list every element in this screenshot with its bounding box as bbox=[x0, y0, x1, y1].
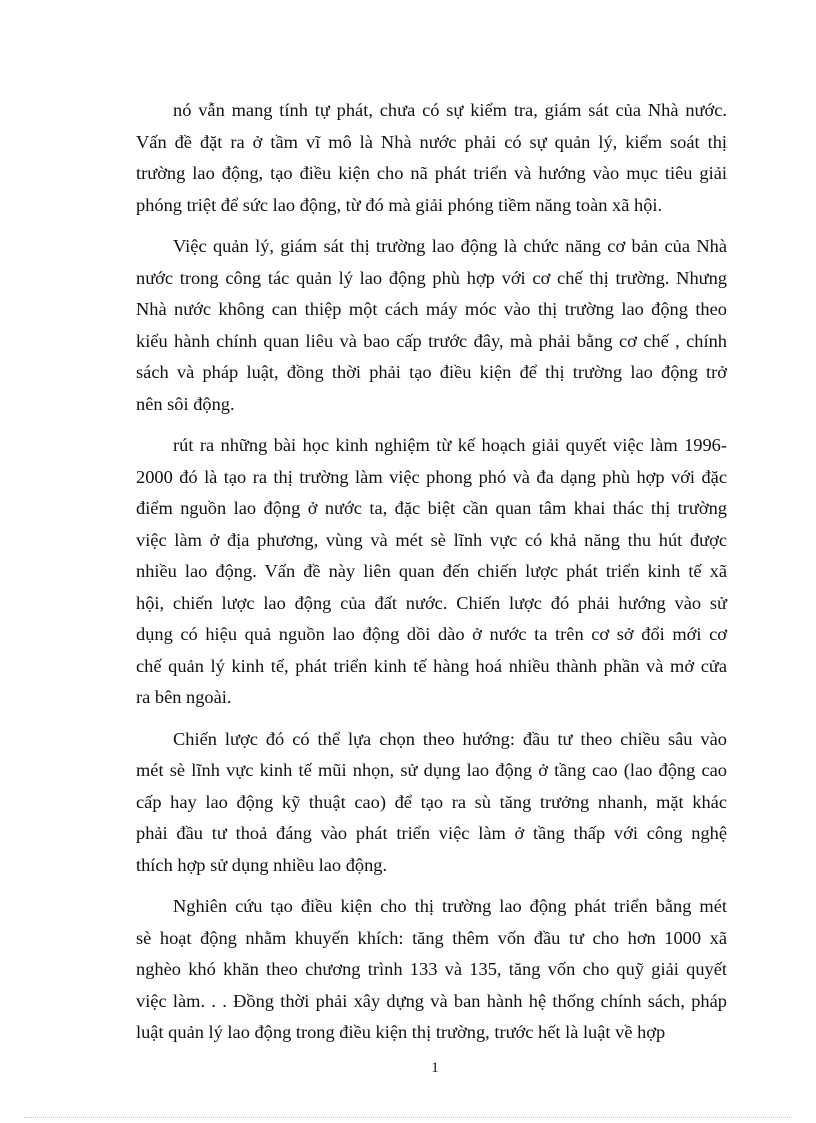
text-line: Việc quản lý, giám sát thị trường lao động là chức năng cơ bản của Nhà bbox=[173, 236, 727, 256]
text-line: dụng có hiệu quả nguồn lao động dồi dào ở nước ta trên cơ sở đổi mới cơ bbox=[136, 624, 727, 644]
paragraph-1 bbox=[136, 95, 727, 221]
text-line: luật quản lý lao động trong điều kiện thị trường, trước hết là luật về hợp bbox=[136, 1022, 666, 1042]
text-line: việc làm. . . Đồng thời phải xây dựng và ban hành hệ thống chính sách, pháp bbox=[136, 990, 727, 1011]
text-line: trường lao động, tạo điều kiện cho nã phát triển và hướng vào mục tiêu giải bbox=[136, 163, 727, 183]
page-number: 1 bbox=[431, 1060, 439, 1076]
text-line: Nhà nước không can thiệp một cách máy móc vào thị trường lao động theo bbox=[136, 299, 727, 319]
text-line: nên sôi động. bbox=[136, 393, 235, 414]
text-line: rút ra những bài học kinh nghiệm từ kế hoạch giải quyết việc làm 1996- bbox=[173, 435, 727, 455]
text-line: Chiến lược đó có thể lựa chọn theo hướng: đầu tư theo chiều sâu vào bbox=[173, 728, 727, 749]
text-line: mét sè lĩnh vực kinh tế mũi nhọn, sử dụng lao động ở tầng cao (lao động cao bbox=[136, 760, 727, 780]
text-line: điểm nguồn lao động ở nước ta, đặc biệt cần quan tâm khai thác thị trường bbox=[136, 498, 727, 518]
text-line: hội, chiến lược lao động của đất nước. Chiến lược đó phải hướng vào sử bbox=[136, 592, 727, 613]
text-line: Nghiên cứu tạo điều kiện cho thị trường lao động phát triển bằng mét bbox=[173, 896, 727, 916]
text-line: nó vẫn mang tính tự phát, chưa có sự kiểm tra, giám sát của Nhà nước. bbox=[173, 100, 727, 120]
text-line: phóng triệt để sức lao động, từ đó mà giải phóng tiềm năng toàn xã hội. bbox=[136, 194, 663, 215]
document-body bbox=[136, 95, 727, 1059]
text-line: nghèo khó khăn theo chương trình 133 và 135, tăng vốn cho quỹ giải quyết bbox=[136, 959, 727, 979]
text-line: nhiều lao động. Vấn đề này liên quan đến chiến lược phát triển kinh tế xã bbox=[136, 561, 727, 581]
text-line: cấp hay lao động kỹ thuật cao) để tạo ra sù tăng trưởng nhanh, mặt khác bbox=[136, 791, 727, 812]
text-line: nước trong công tác quản lý lao động phù hợp với cơ chế thị trường. Nhưng bbox=[136, 267, 727, 288]
footer-divider bbox=[24, 1117, 792, 1118]
text-line: thích hợp sử dụng nhiều lao động. bbox=[136, 854, 388, 875]
paragraph-5 bbox=[136, 891, 727, 1049]
paragraph-4 bbox=[136, 724, 727, 882]
text-line: 2000 đó là tạo ra thị trường làm việc phong phó và đa dạng phù hợp với đặc bbox=[136, 466, 727, 487]
paragraph-2 bbox=[136, 231, 727, 420]
text-line: Vấn đề đặt ra ở tầm vĩ mô là Nhà nước phải có sự quản lý, kiểm soát thị bbox=[136, 131, 727, 152]
text-line: ra bên ngoài. bbox=[136, 687, 232, 707]
text-line: sè hoạt động nhằm khuyến khích: tăng thêm vốn đầu tư cho hơn 1000 xã bbox=[136, 927, 727, 948]
text-line: sách và pháp luật, đồng thời phải tạo điều kiện để thị trường lao động trở bbox=[136, 362, 727, 382]
text-line: chế quản lý kinh tế, phát triển kinh tế hàng hoá nhiều thành phần và mở cửa bbox=[136, 655, 727, 676]
text-line: phải đầu tư thoả đáng vào phát triển việc làm ở tầng thấp với công nghệ bbox=[136, 823, 727, 843]
text-line: việc làm ở địa phương, vùng và mét sè lĩnh vực có khả năng thu hút được bbox=[136, 529, 727, 550]
paragraph-3 bbox=[136, 430, 727, 714]
text-line: kiểu hành chính quan liêu và bao cấp trước đây, mà phải bằng cơ chế , chính bbox=[136, 330, 727, 351]
